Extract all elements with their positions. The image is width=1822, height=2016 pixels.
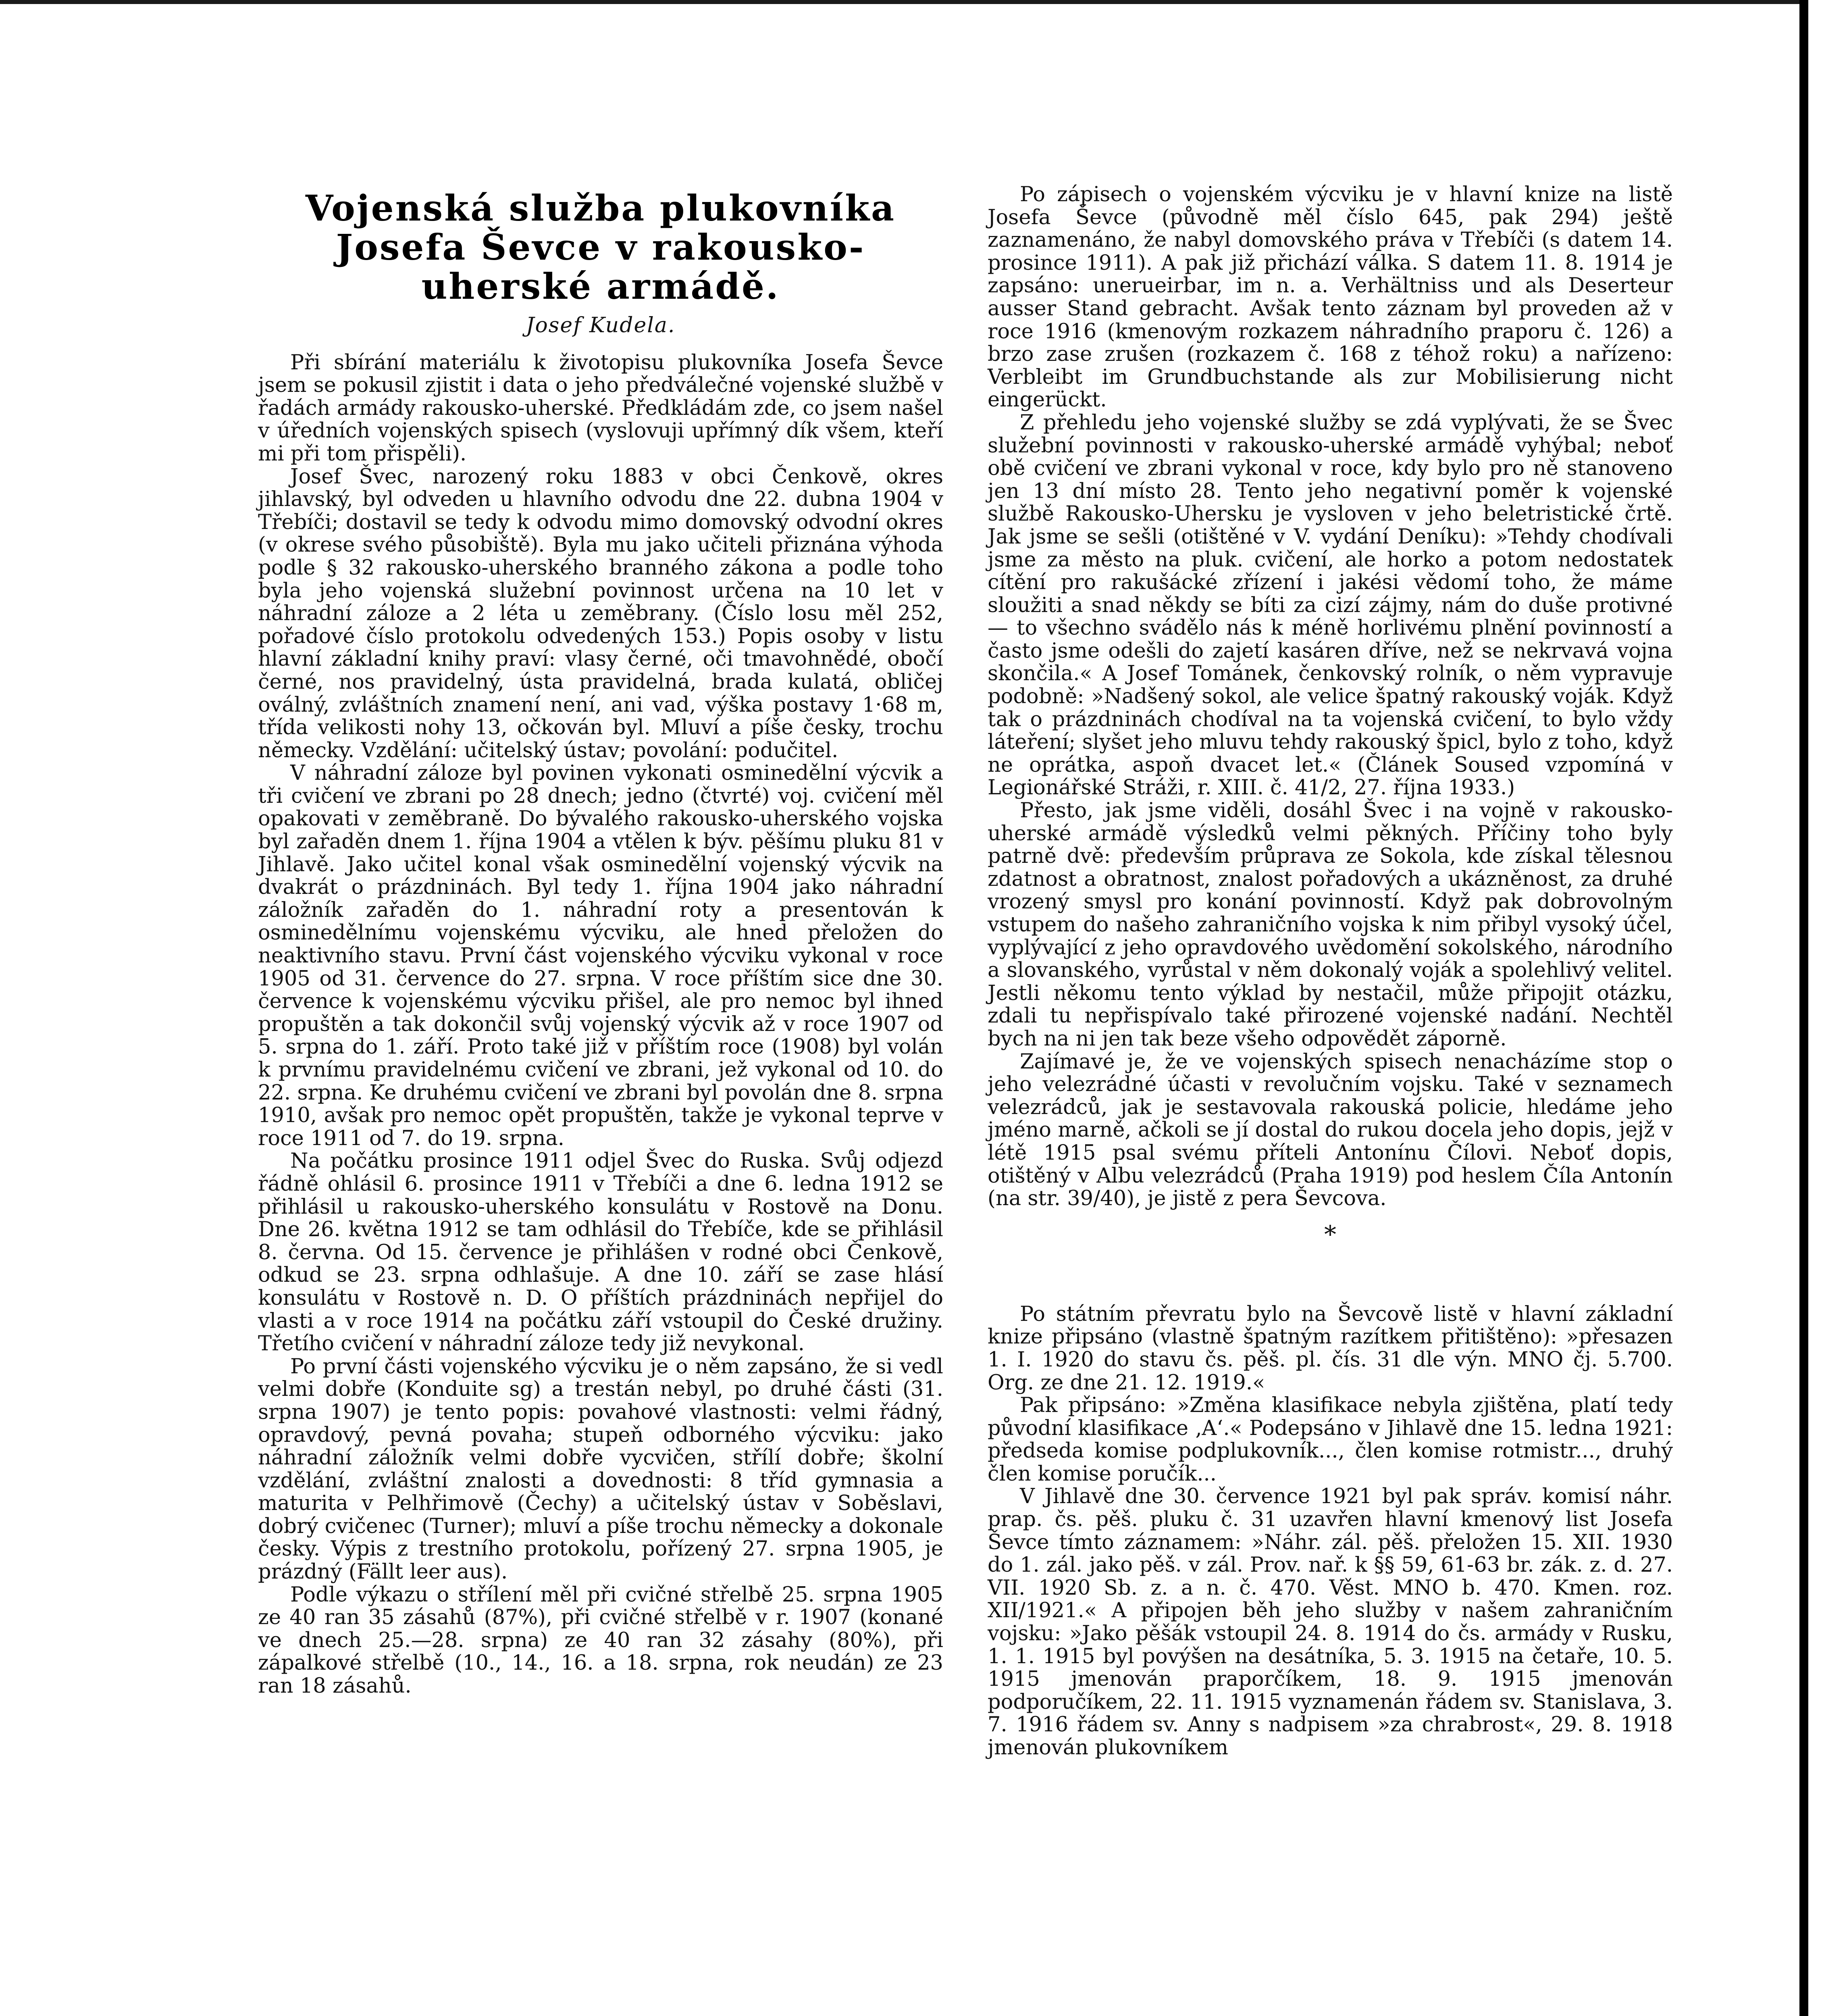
paragraph: Podle výkazu o střílení měl při cvičné střelbě 25. srpna 1905 ze 40 ran 35 zásahů (87%), při cvičné střelbě v r. 1907 (konané ve dnech 25.—28. srpna) ze 40 ran 32 zásahy (80%), při zápalkové střelbě (10., 14., 16. a 18. srpna, rok neudán) ze 23 ran 18 zásahů. [258,1583,943,1698]
paragraph: Zajímavé je, že ve vojenských spisech nenacházíme stop o jeho velezrádné účasti v revolučním vojsku. Také v seznamech velezrádců, jak je sestavovala rakouská policie, hledáme jeho jméno marně, ačkoli se jí dostal do rukou docela jeho dopis, jejž v létě 1915 psal svému příteli Antonínu Čílovi. Neboť dopis, otištěný v Albu velezrádců (Praha 1919) pod heslem Číla Antonín (na str. 39/40), je jistě z pera Ševcova. [988,1050,1673,1211]
section-separator: * [1324,1220,1336,1249]
paragraph: Po státním převratu bylo na Ševcově listě v hlavní základní knize připsáno (vlastně špatným razítkem přitištěno): »přesazen 1. I. 1920 do stavu čs. pěš. pl. čís. 31 dle výn. MNO čj. 5.700. Org. ze dne 21. 12. 1919.« [988,1302,1673,1395]
paragraph: Josef Švec, narozený roku 1883 v obci Čenkově, okres jihlavský, byl odveden u hlavního odvodu dne 22. dubna 1904 v Třebíči; dostavil se tedy k odvodu mimo domovský odvodní okres (v okrese svého působiště). Byla mu jako učiteli přiznána výhoda podle § 32 rakousko-uherského branného zákona a podle toho byla jeho vojenská služební povinnost určena na 10 let v náhradní záloze a 2 léta u zeměbrany. (Číslo losu měl 252, pořadové číslo protokolu odvedených 153.) Popis osoby v listu hlavní základní knihy praví: vlasy černé, oči tmavohnědé, obočí černé, nos pravidelný, ústa pravidelná, brada kulatá, obličej oválný, zvláštních znamení není, ani vad, výška postavy 1·68 m, třída velikosti nohy 13, očkován byl. Mluví a píše česky, trochu německy. Vzdělání: učitelský ústav; povolání: podučitel. [258,464,943,762]
right-column [988,183,1673,1760]
article-title: Vojenská služba plukovníka Josefa Ševce v rakousko-uherské armádě. [305,187,896,307]
paragraph: Při sbírání materiálu k životopisu plukovníka Josefa Ševce jsem se pokusil zjistit i data o jeho předválečné vojenské službě v řadách armády rakousko-uherské. Předkládám zde, co jsem našel v úředních vojenských spisech (vyslovuji upřímný dík všem, kteří mi při tom přispěli). [258,350,943,466]
paragraph: V Jihlavě dne 30. července 1921 byl pak správ. komisí náhr. prap. čs. pěš. pluku č. 31 uzavřen hlavní kmenový list Josefa Ševce tímto záznamem: »Náhr. zál. pěš. přeložen 15. XII. 1930 do 1. zál. jako pěš. v zál. Prov. nař. k §§ 59, 61-63 br. zák. z. d. 27. VII. 1920 Sb. z. a n. č. 470. Věst. MNO b. 470. Kmen. roz. XII/1921.« A připojen běh jeho služby v našem zahraničním vojsku: »Jako pěšák vstoupil 24. 8. 1914 do čs. armády v Rusku, 1. 1. 1915 byl povýšen na desátníka, 5. 3. 1915 na četaře, 10. 5. 1915 jmenován praporčíkem, 18. 9. 1915 jmenován podporučíkem, 22. 11. 1915 vyznamenán řádem sv. Stanislava, 3. 7. 1916 řádem sv. Anny s nadpisem »za chrabrost«, 29. 8. 1918 jmenován plukovníkem [988,1485,1673,1760]
paragraph: Z přehledu jeho vojenské služby se zdá vyplývati, že se Švec služební povinnosti v rakousko-uherské armádě vyhýbal; neboť obě cvičení ve zbrani vykonal v roce, kdy bylo pro ně stanoveno jen 13 dní místo 28. Tento jeho negativní poměr k vojenské službě Rakousko-Uhersku je vysloven v jeho beletristické črtě. Jak jsme se sešli (otištěné v V. vydání Deníku): »Tehdy chodívali jsme za město na pluk. cvičení, ale horko a potom nedostatek cítění pro rakušácké zřízení i jakési vědomí toho, že máme sloužiti a snad někdy se bíti za cizí zájmy, nám do duše protivné — to všechno svádělo nás k méně horlivému plnění povinností a často jsme odešli do zajetí kasáren dříve, než se nekrvavá vojna skončila.« A Josef Tománek, čenkovský rolník, o něm vypravuje podobně: »Nadšený sokol, ale velice špatný rakouský voják. Když tak o prázdninách chodíval na ta vojenská cvičení, to bylo vždy láteření; slyšet jeho mluvu tehdy rakouský špicl, bylo z toho, když ne oprátka, aspoň dvacet let.« (Článek Soused vzpomíná v Legionářské Stráži, r. XIII. č. 41/2, 27. října 1933.) [988,410,1673,800]
left-column [258,181,943,1698]
paragraph: V náhradní záloze byl povinen vykonati osminedělní výcvik a tři cvičení ve zbrani po 28 dnech; jedno (čtvrté) voj. cvičení měl opakovati v zeměbraně. Do bývalého rakousko-uherského vojska byl zařaděn dnem 1. října 1904 a vtělen k býv. pěšímu pluku 81 v Jihlavě. Jako učitel konal však osminedělní vojenský výcvik na dvakrát o prázdninách. Byl tedy 1. října 1904 jako náhradní záložník zařaděn do 1. náhradní roty a presentován k osminedělnímu vojenskému výcviku, ale hned přeložen do neaktivního stavu. První část vojenského výcviku vykonal v roce 1905 od 31. července do 27. srpna. V roce příštím sice dne 30. července k vojenskému výcviku přišel, ale pro nemoc byl ihned propuštěn a tak dokončil svůj vojenský výcvik až v roce 1907 od 5. srpna do 1. září. Proto také již v příštím roce (1908) byl volán k prvnímu pravidelnému cvičení ve zbrani, jež vykonal od 10. do 22. srpna. Ke druhému cvičení ve zbrani byl povolán dne 8. srpna 1910, avšak pro nemoc opět propuštěn, takže je vykonal teprve v roce 1911 od 7. do 19. srpna. [258,761,943,1150]
article-author: Josef Kudela. [526,313,676,337]
paragraph: Po první části vojenského výcviku je o něm zapsáno, že si vedl velmi dobře (Konduite sg) a trestán nebyl, po druhé části (31. srpna 1907) je tento popis: povahové vlastnosti: velmi řádný, opravdový, pevná povaha; stupeň odborného výcviku: jako náhradní záložník velmi dobře vycvičen, střílí dobře; školní vzdělání, zvláštní znalosti a dovednosti: 8 tříd gymnasia a maturita v Pelhřimově (Čechy) a učitelský ústav v Soběslavi, dobrý cvičenec (Turner); mluví a píše trochu německy a dokonale česky. Výpis z trestního protokolu, pořízený 27. srpna 1905, je prázdný (Fällt leer aus). [258,1354,943,1584]
paragraph: Pak připsáno: »Změna klasifikace nebyla zjištěna, platí tedy původní klasifikace ‚A‘.« Podepsáno v Jihlavě dne 15. ledna 1921: předseda komise podplukovník..., člen komise rotmistr..., druhý člen komise poručík... [988,1393,1673,1486]
paragraph: Na počátku prosince 1911 odjel Švec do Ruska. Svůj odjezd řádně ohlásil 6. prosince 1911 v Třebíči a dne 6. ledna 1912 se přihlásil u rakousko-uherského konsulátu v Rostově na Donu. Dne 26. května 1912 se tam odhlásil do Třebíče, kde se přihlásil 8. června. Od 15. července je přihlášen v rodné obci Čenkově, odkud se 23. srpna odhlašuje. A dne 10. září se zase hlásí konsulátu v Rostově n. D. O příštích prázdninách nepřijel do vlasti a v roce 1914 na počátku září vstoupil do České družiny. Třetího cvičení v náhradní záloze tedy již nevykonal. [258,1149,943,1356]
paragraph: Přesto, jak jsme viděli, dosáhl Švec i na vojně v rakousko-uherské armádě výsledků velmi pěkných. Příčiny toho byly patrně dvě: především průprava ze Sokola, kde získal tělesnou zdatnost a obratnost, znalost pořadových a ukázněnost, za druhé vrozený smysl pro konání povinností. Když pak dobrovolným vstupem do našeho zahraničního vojska k nim přibyl vysoký účel, vyplývající z jeho opravdového uvědomění sokolského, národního a slovanského, vyrůstal v něm dokonalý voják a spolehlivý velitel. Jestli někomu tento výklad by nestačil, může připojit otázku, zdali tu nepřispívalo také přirozené vojenské nadání. Nechtěl bych na ni jen tak beze všeho odpovědět záporně. [988,799,1673,1051]
paragraph: Po zápisech o vojenském výcviku je v hlavní knize na listě Josefa Ševce (původně měl číslo 645, pak 294) ještě zaznamenáno, že nabyl domovského práva v Třebíči (s datem 14. prosince 1911). A pak již přichází válka. S datem 11. 8. 1914 je zapsáno: unerueirbar, im n. a. Verhältniss und als Deserteur ausser Stand gebracht. Avšak tento záznam byl proveden až v roce 1916 (kmenovým rozkazem náhradního praporu č. 126) a brzo zase zrušen (rozkazem č. 168 z téhož roku) a nařízeno: Verbleibt im Grundbuchstande als zur Mobilisierung nicht eingerückt. [988,183,1673,412]
